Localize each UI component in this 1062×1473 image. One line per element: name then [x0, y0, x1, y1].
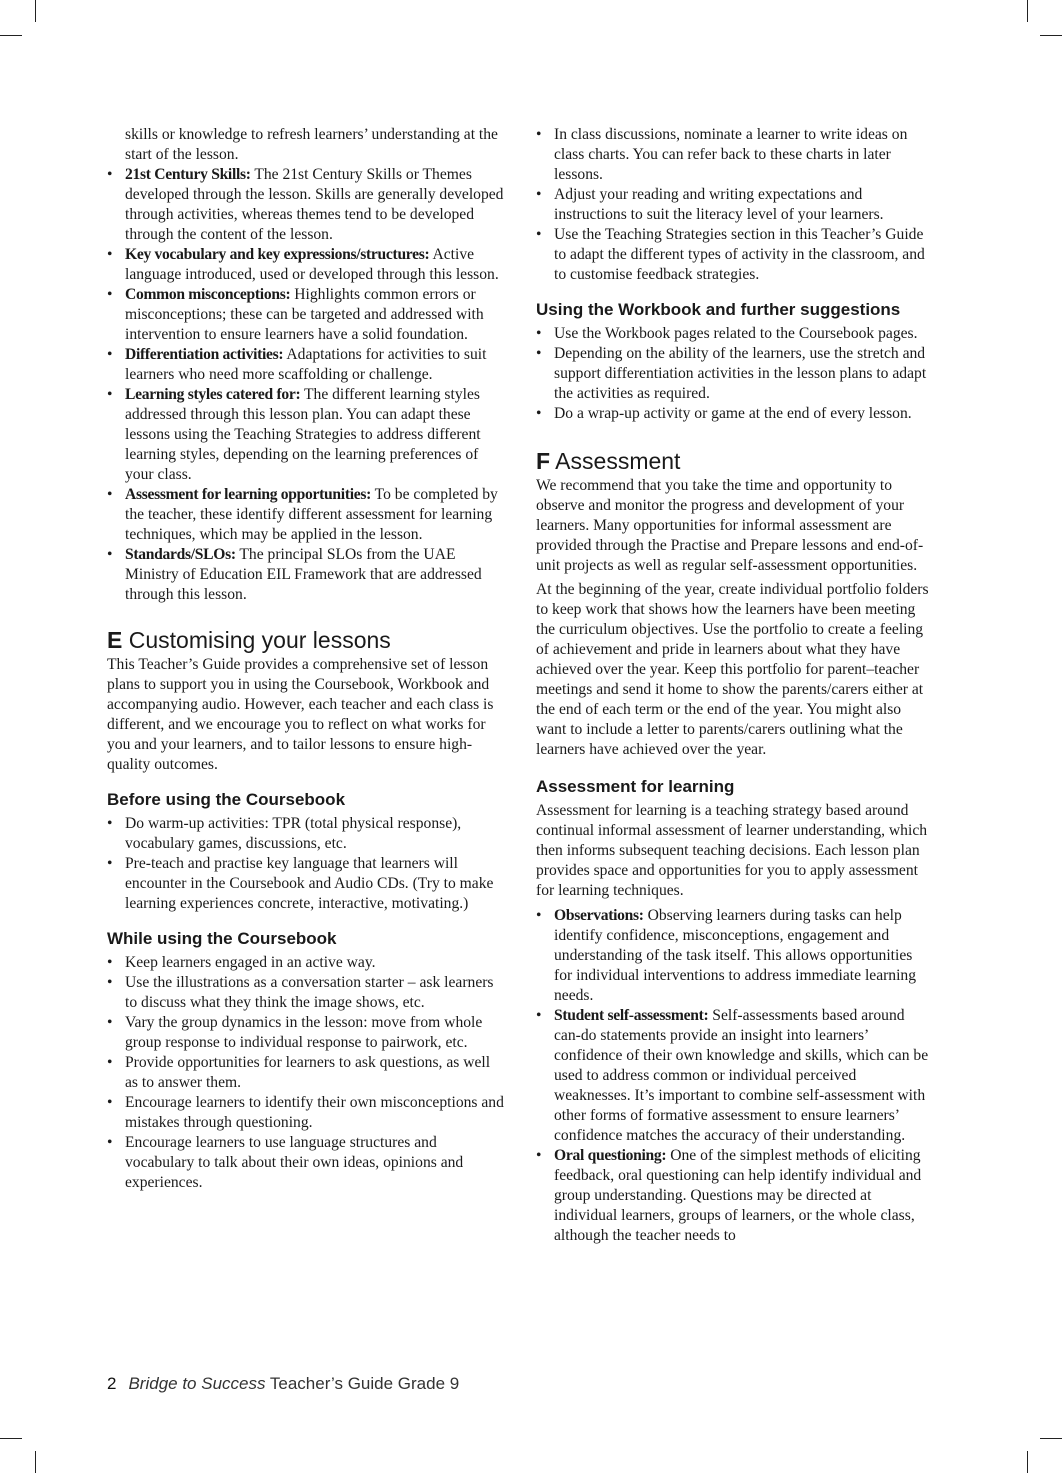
- lesson-features-list: [107, 125, 505, 605]
- list-item: • Encourage learners to use language structures and vocabulary to talk about their own ideas, opinions and experiences.: [107, 1133, 505, 1193]
- bullet-list: [107, 814, 505, 914]
- bullet-list: [536, 906, 932, 1246]
- paragraph: Assessment for learning is a teaching strategy based around continual informal assessment of learner understanding, which then informs subsequent teaching decisions. Each lesson plan provides space and opportunities for you to apply assessment for learning techniques.: [536, 802, 928, 899]
- list-item: • Depending on the ability of the learners, use the stretch and support differentiation activities in the lesson plans to adapt the activities as required.: [536, 344, 932, 404]
- item-text: The different learning styles addressed through this lesson plan. You can adapt these lessons using the Teaching Strategies to address different learning styles, depending on the learning preferences of your class.: [125, 386, 481, 483]
- bullet-list: [107, 953, 505, 1193]
- paragraph: This Teacher’s Guide provides a comprehensive set of lesson plans to support you in using the Coursebook, Workbook and accompanying audio. However, each teacher and each class is different, and we encourage you to reflect on what works for you and your learners, and to tailor lessons to ensure high-quality outcomes.: [107, 656, 494, 773]
- subheading-workbook: Using the Workbook and further suggestions: [536, 300, 901, 319]
- paragraph: We recommend that you take the time and opportunity to observe and monitor the progress and development of your learners. Many opportunities for informal assessment are provided through the Practise and Prepare lessons and end-of-unit projects as well as regular self-assessment opportunities.: [536, 477, 924, 574]
- list-item: • Use the Workbook pages related to the Coursebook pages.: [536, 324, 932, 344]
- list-item: • Vary the group dynamics in the lesson: move from whole group response to individual response to pairwork, etc.: [107, 1013, 505, 1053]
- item-lead: Standards/SLOs:: [125, 546, 236, 563]
- section-heading-e: [107, 625, 505, 655]
- list-item: [107, 285, 505, 345]
- item-lead: Observations:: [554, 907, 644, 924]
- list-item: • Encourage learners to identify their own misconceptions and mistakes through questioning.: [107, 1093, 505, 1133]
- item-lead: 21st Century Skills:: [125, 166, 251, 183]
- list-item: • Use the Teaching Strategies section in this Teacher’s Guide to adapt the different types of activity in the classroom, and to customise feedback strategies.: [536, 225, 932, 285]
- subheading-afl: Assessment for learning: [536, 777, 735, 796]
- section-title: Assessment: [550, 448, 681, 474]
- item-text: skills or knowledge to refresh learners’ understanding at the start of the lesson.: [125, 126, 498, 163]
- list-item: • Use the illustrations as a conversation starter – ask learners to discuss what they think the image shows, etc.: [107, 973, 505, 1013]
- crop-mark: [0, 1438, 22, 1439]
- list-item: [107, 385, 505, 485]
- list-item: [107, 485, 505, 545]
- list-item: • Keep learners engaged in an active way.: [107, 953, 505, 973]
- list-item: • Adjust your reading and writing expectations and instructions to suit the literacy level of your learners.: [536, 185, 932, 225]
- item-lead: Assessment for learning opportunities:: [125, 486, 372, 503]
- crop-mark: [1040, 35, 1062, 36]
- item-lead: Student self-assessment:: [554, 1007, 709, 1024]
- book-title: Teacher’s Guide Grade 9: [265, 1374, 460, 1393]
- list-item: • In class discussions, nominate a learner to write ideas on class charts. You can refer back to these charts in later lessons.: [536, 125, 932, 185]
- list-item: [536, 1006, 932, 1146]
- list-item: • Provide opportunities for learners to ask questions, as well as to answer them.: [107, 1053, 505, 1093]
- crop-mark: [1040, 1438, 1062, 1439]
- list-item: [107, 245, 505, 285]
- crop-mark: [35, 0, 36, 22]
- section-title: Customising your lessons: [122, 627, 391, 653]
- item-text: Observing learners during tasks can help identify confidence, misconceptions, engagement and understanding of the task itself. This allows opportunities for individual interventions to address immediate learning needs.: [554, 907, 917, 1004]
- bullet-list: [536, 125, 932, 285]
- crop-mark: [1027, 1451, 1028, 1473]
- page-number: 2: [107, 1374, 117, 1393]
- item-text: The principal SLOs from the UAE Ministry of Education EIL Framework that are addressed through this lesson.: [125, 546, 482, 603]
- list-item: [107, 345, 505, 385]
- item-text: The 21st Century Skills or Themes developed through the lesson. Skills are generally developed through activities, whereas themes tend to be developed through the content of the lesson.: [125, 166, 504, 243]
- list-item: • Pre-teach and practise key language that learners will encounter in the Coursebook and Audio CDs. (Try to make learning experiences concrete, interactive, motivating.): [107, 854, 505, 914]
- item-text: Self-assessments based around can-do statements provide an insight into learners’ confidence of their own knowledge and skills, which can be used to address common or individual perceived weaknesses. It’s important to combine self-assessment with other forms of formative assessment to ensure learners’ confidence matches the accuracy of their understanding.: [554, 1007, 929, 1144]
- item-lead: Key vocabulary and key expressions/structures:: [125, 246, 430, 263]
- list-item: [107, 545, 505, 605]
- page-footer: [107, 1374, 459, 1394]
- series-title: Bridge to Success: [128, 1374, 266, 1393]
- left-column: [107, 125, 505, 1193]
- subheading-while: While using the Coursebook: [107, 929, 337, 948]
- paragraph: At the beginning of the year, create individual portfolio folders to keep work that shows how the learners have been meeting the curriculum objectives. Use the portfolio to create a feeling of achievement and pride in learners about what they have achieved over the year. Keep this portfolio for parent–teacher meetings and send it home to show the parents/carers either at the end of each term or the end of the year. You might also want to include a letter to parents/carers outlining what the learners have achieved over the year.: [536, 581, 929, 758]
- right-column: [536, 125, 932, 1246]
- item-lead: Common misconceptions:: [125, 286, 291, 303]
- list-item: [107, 125, 505, 165]
- item-text: To be completed by the teacher, these identify different assessment for learning techniques, which may be applied in the lesson.: [125, 486, 498, 543]
- item-text: Adaptations for activities to suit learners who need more scaffolding or challenge.: [125, 346, 487, 383]
- item-lead: Learning styles catered for:: [125, 386, 301, 403]
- list-item: [107, 165, 505, 245]
- section-heading-f: [536, 446, 932, 476]
- list-item: [536, 906, 932, 1006]
- list-item: [536, 1146, 932, 1246]
- item-text: Active language introduced, used or developed through this lesson.: [125, 246, 499, 283]
- subheading-before: Before using the Coursebook: [107, 790, 346, 809]
- item-text: One of the simplest methods of eliciting feedback, oral questioning can help identify individual and group understanding. Questions may be directed at individual learners, groups of learners, or the whole class, although the teacher needs to: [554, 1147, 922, 1244]
- section-letter: E: [107, 627, 123, 653]
- crop-mark: [35, 1451, 36, 1473]
- item-lead: Oral questioning:: [554, 1147, 667, 1164]
- crop-mark: [1027, 0, 1028, 22]
- section-letter: F: [536, 448, 551, 474]
- item-lead: Differentiation activities:: [125, 346, 284, 363]
- crop-mark: [0, 35, 22, 36]
- list-item: • Do a wrap-up activity or game at the end of every lesson.: [536, 404, 932, 424]
- item-text: Highlights common errors or misconceptions; these can be targeted and addressed with intervention to ensure learners have a solid foundation.: [125, 286, 484, 343]
- bullet-list: [536, 324, 932, 424]
- list-item: • Do warm-up activities: TPR (total physical response), vocabulary games, discussions, etc.: [107, 814, 505, 854]
